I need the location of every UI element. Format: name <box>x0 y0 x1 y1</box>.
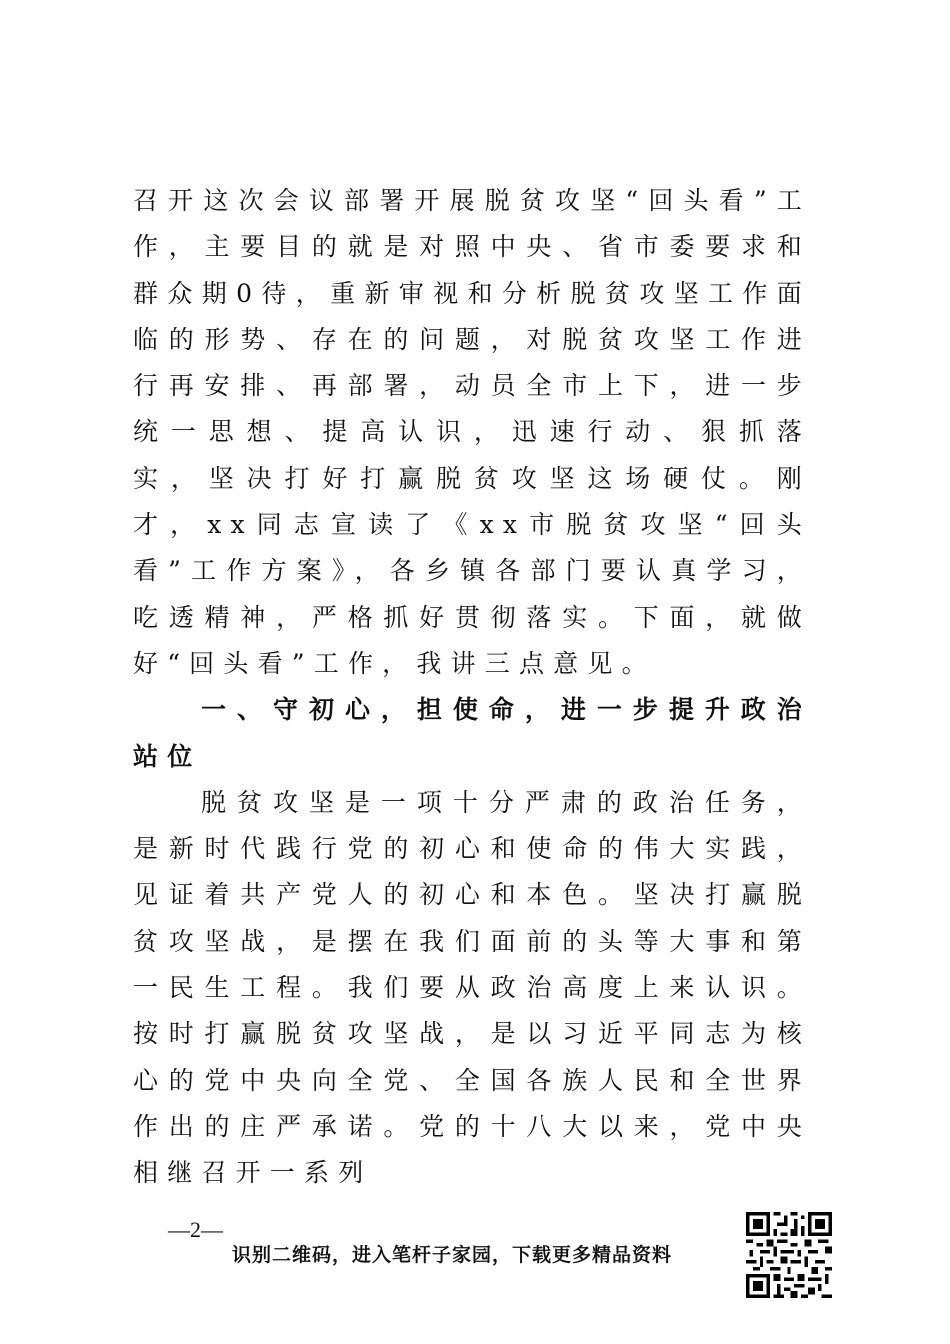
paragraph-intro: 召开这次会议部署开展脱贫攻坚“回头看”工作，主要目的就是对照中央、省市委要求和群众期0待，重新审视和分析脱贫攻坚工作面临的形势、存在的问题，对脱贫攻坚工作进行再安排、再部署，动员全市上下，进一步统一思想、提高认识，迅速行动、狠抓落实，坚决打好打赢脱贫攻坚这场硬仗。刚才，xx同志宣读了《xx市脱贫攻坚“回头看”工作方案》，各乡镇各部门要认真学习，吃透精神，严格抓好贯彻落实。下面，就做好“回头看”工作，我讲三点意见。 <box>133 186 811 678</box>
footer-promo-text: 识别二维码，进入笔杆子家园，下载更多精品资料 <box>232 1244 673 1266</box>
page-number: —2— <box>168 1217 223 1242</box>
paragraph-section-1: 脱贫攻坚是一项十分严肃的政治任务，是新时代践行党的初心和使命的伟大实践，见证着共产党人的初心和本色。坚决打赢脱贫攻坚战，是摆在我们面前的头等大事和第一民生工程。我们要从政治高度上来认识。按时打赢脱贫攻坚战，是以习近平同志为核心的党中央向全党、全国各族人民和全世界作出的庄严承诺。党的十八大以来，党中央相继召开一系列 <box>133 787 811 1188</box>
qr-code-icon[interactable] <box>746 1212 832 1298</box>
section-heading-1: 一、守初心，担使命，进一步提升政治站位 <box>133 695 811 771</box>
document-body <box>133 178 811 1197</box>
